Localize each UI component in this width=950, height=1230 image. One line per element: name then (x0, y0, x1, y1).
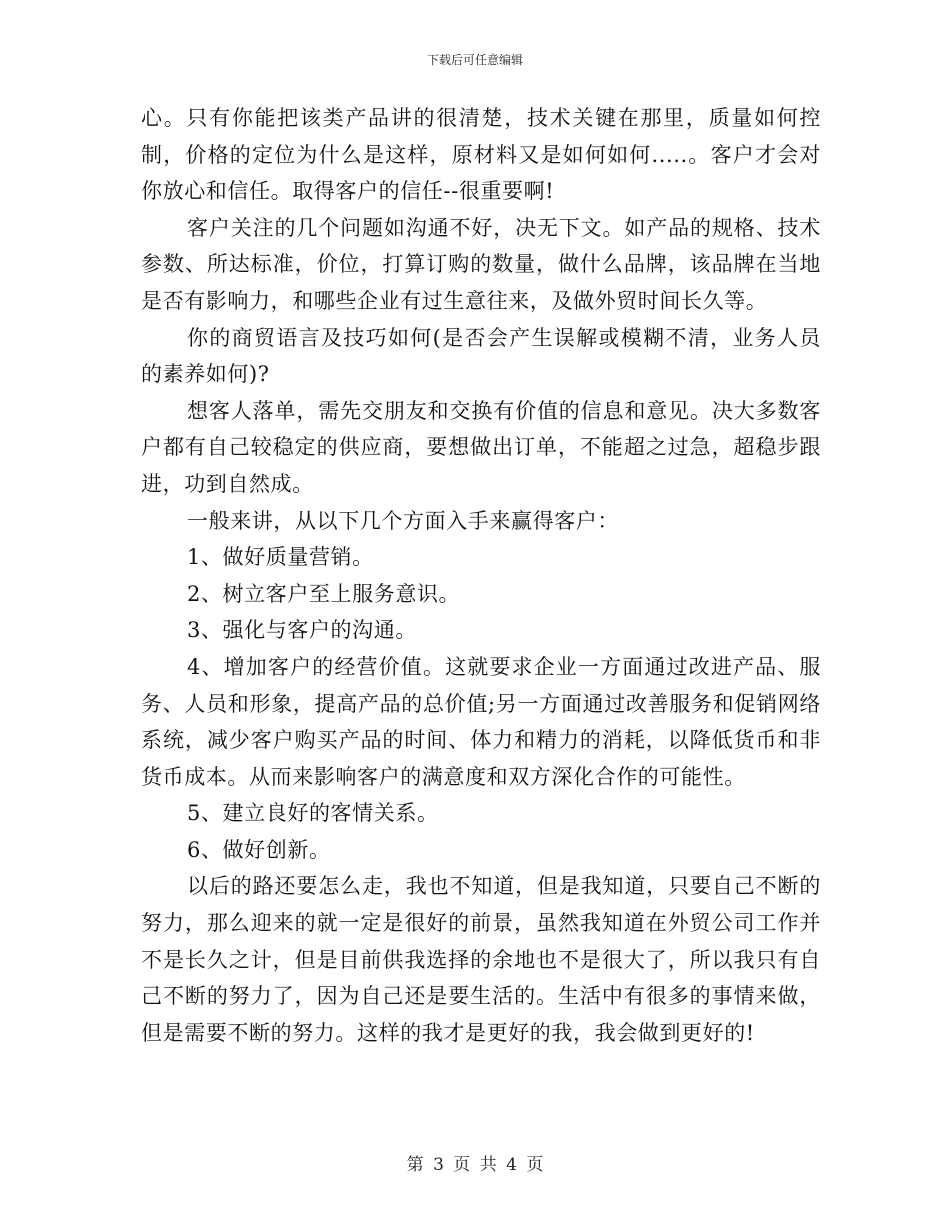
list-item-6: 6、做好创新。 (187, 837, 331, 862)
list-item-5: 5、建立良好的客情关系。 (187, 801, 439, 826)
list-item-4: 4、增加客户的经营价值。这就要求企业一方面通过改进产品、服务、人员和形象，提高产品的总价值;另一方面通过改善服务和促销网络系统，减少客户购买产品的时间、体力和精力的消耗，以降低货币和非货币成本。从而来影响客户的满意度和双方深化合作的可能性。 (141, 654, 821, 789)
list-item-2: 2、树立客户至上服务意识。 (187, 581, 461, 606)
paragraph-make-friends: 想客人落单，需先交朋友和交换有价值的信息和意见。决大多数客户都有自己较稳定的供应商，要想做出订单，不能超之过急，超稳步跟进，功到自然成。 (141, 398, 821, 496)
paragraph-win-customers-intro: 一般来讲，从以下几个方面入手来赢得客户： (187, 508, 619, 533)
paragraph-customer-concerns: 客户关注的几个问题如沟通不好，决无下文。如产品的规格、技术参数、所达标准，价位，打算订购的数量，做什么品牌，该品牌在当地是否有影响力，和哪些企业有过生意往来，及做外贸时间长久等。 (141, 215, 821, 313)
document-body (141, 100, 821, 1051)
paragraph-closing: 以后的路还要怎么走，我也不知道，但是我知道，只要自己不断的努力，那么迎来的就一定是很好的前景，虽然我知道在外贸公司工作并不是长久之计，但是目前供我选择的余地也不是很大了，所以我只有自己不断的努力了，因为自己还是要生活的。生活中有很多的事情来做，但是需要不断的努力。这样的我才是更好的我，我会做到更好的! (141, 874, 821, 1045)
page-header: 下载后可任意编辑 (426, 53, 523, 67)
paragraph-trade-language: 你的商贸语言及技巧如何(是否会产生误解或模糊不清，业务人员的素养如何)? (141, 325, 821, 387)
list-item-3: 3、强化与客户的沟通。 (187, 618, 417, 643)
page-number-footer: 第 3 页 共 4 页 (406, 1155, 544, 1175)
list-item-1: 1、做好质量营销。 (187, 545, 374, 570)
paragraph-continuation: 心。只有你能把该类产品讲的很清楚，技术关键在那里，质量如何控制，价格的定位为什么是这样，原材料又是如何如何.....。客户才会对你放心和信任。取得客户的信任--很重要啊! (141, 106, 821, 204)
